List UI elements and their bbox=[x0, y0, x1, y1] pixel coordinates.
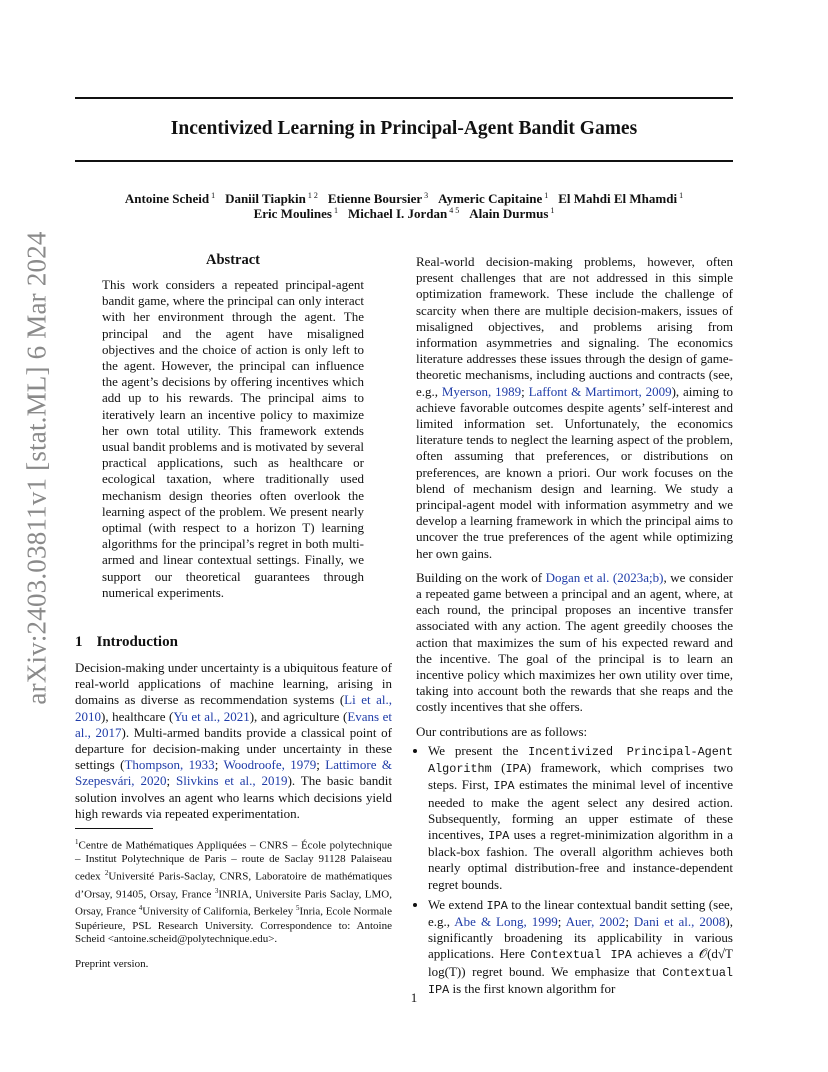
affiliation-marker: 1 bbox=[550, 206, 555, 215]
abstract-heading: Abstract bbox=[206, 252, 260, 268]
abstract-body: This work considers a repeated principal-agent bandit game, where the principal can only interact with her environment through the agent. The principal and the agent have misaligned objectives and the choice of action is only left to the agent. However, the principal can influence the agent’s decisions by offering incentives which add up to his rewards. The principal aims to iteratively learn an incentive policy to maximize her own total utility. This framework extends usual bandit problems and is motivated by several practical applications, such as healthcare or ecological taxation, where traditionally used mechanism design theories often overlook the learning aspect of the problem. We present nearly optimal (with respect to a horizon T) learning algorithms for the principal’s regret in both multi-armed and linear contextual settings. Finally, we support our theoretical guarantees through numerical experiments. bbox=[102, 277, 364, 600]
citation-link[interactable]: Woodroofe, 1979 bbox=[223, 757, 317, 773]
affiliation-marker: 1 bbox=[544, 191, 549, 200]
citation-link[interactable]: Evans et al., 2017 bbox=[75, 708, 393, 740]
title-rule-bottom bbox=[75, 160, 733, 162]
title-rule-top bbox=[75, 97, 733, 99]
introduction-paragraph: Decision-making under uncertainty is a ubiquitous feature of real-world applications of machine learning, arising in domains as diverse as recommendation systems (Li et al., 2010), healthcare (Yu et al., 2021), and agriculture (Evans et al., 2017). Multi-armed bandits provide a classical point of departure for decision-making under uncertainty in these settings (Thompson, 1933; Woodroofe, 1979; Lattimore & Szepesvári, 2020; Slivkins et al., 2019). The basic bandit solution involves an agent who learns which decisions yield high rewards via repeated experimentation. bbox=[75, 660, 393, 821]
author-line-1 bbox=[75, 191, 733, 207]
preprint-note: Preprint version. bbox=[75, 958, 149, 970]
citation-link[interactable]: Lattimore & Szepesvári, 2020 bbox=[75, 757, 392, 789]
citation-link[interactable]: Laffont & Martimort, 2009 bbox=[528, 383, 672, 399]
author-name: Eric Moulines $^1$ bbox=[253, 206, 338, 222]
list-item: • We extend IPA to the linear contextual bandit setting (see, e.g., Abe & Long, 1999; Auer, 2002; Dani et al., 2008), significantly broadening its applicability in various applications. Here Contextual IPA achieves a 𝒪(d√T log(T)) regret bound. We emphasize that Contextual IPA is the first known algorithm for bbox=[428, 897, 733, 998]
section-number: 1 bbox=[75, 634, 83, 650]
paper-title: Incentivized Learning in Principal-Agent Bandit Games bbox=[170, 118, 638, 139]
affiliation-marker: 3 bbox=[424, 191, 429, 200]
affiliation-footnote: $^1$Centre de Mathématiques Appliquées – CNRS – École polytechnique – Institut Polytechnique de Paris – route de Saclay 91128 Palaiseau cedex $^2$Université Paris-Saclay, CNRS, Laboratoire de mathématiques d’Orsay, 91405, Orsay, France $^3$INRIA, Universite Paris Saclay, LMO, Orsay, France $^4$University of California, Berkeley $^5$Inria, Ecole Normale Supérieure, PSL Research University. Correspondence to: Antoine Scheid <antoine.scheid@polytechnique.edu>. bbox=[75, 838, 392, 946]
author-name: Daniil Tiapkin $^{1 2}$ bbox=[225, 191, 318, 207]
page-number: 1 bbox=[410, 990, 418, 1005]
paragraph: Real-world decision-making problems, however, often present challenges that are not addressed in this simple optimization framework. These include the challenge of scarcity when there are multiple decision-makers, issues of misaligned objectives, and problems arising from information asymmetries and signaling. The economics literature addresses these issues through the design of game-theoretic mechanisms, including auctions and contracts (see, e.g., Myerson, 1989; Laffont & Martimort, 2009), aiming to achieve favorable outcomes despite agents’ self-interest and limited information set. Unfortunately, the economics literature tends to neglect the learning aspect of the problem, often assuming that preferences, or distributions on preferences, are known a priori. Our work focuses on the blend of mechanism design and learning. We study a principal-agent model with information asymmetry and we develop a learning framework in which the principal aims to uncover the true preferences of the agent while optimizing her own gains. bbox=[416, 254, 734, 561]
citation-link[interactable]: Myerson, 1989 bbox=[441, 383, 522, 399]
author-line-2 bbox=[75, 206, 733, 222]
citation-link[interactable]: Li et al., 2010 bbox=[75, 692, 392, 724]
affiliation-marker: 1 bbox=[679, 191, 684, 200]
author-name: Antoine Scheid $^1$ bbox=[124, 191, 216, 207]
affiliation-marker: 1 2 bbox=[307, 191, 318, 200]
author-name: Alain Durmus $^1$ bbox=[469, 206, 555, 222]
arxiv-stamp: arXiv:2403.03811v1 [stat.ML] 6 Mar 2024 bbox=[21, 231, 52, 705]
author-name: Michael I. Jordan $^{4 5}$ bbox=[347, 206, 460, 222]
right-column bbox=[416, 254, 733, 1002]
citation-link[interactable]: Abe & Long, 1999 bbox=[454, 913, 558, 929]
list-item: • We present the Incentivized Principal-Agent Algorithm (IPA) framework, which comprises two steps. First, IPA estimates the minimal level of incentive needed to make the agent select any desired action. Subsequently, forming an upper estimate of these incentives, IPA uses a regret-minimization algorithm in a black-box fashion. The overall algorithm achieves both nearly optimal distribution-free and instance-dependent regret bounds. bbox=[428, 743, 733, 893]
contributions-list bbox=[416, 743, 733, 998]
affiliation-marker: 4 5 bbox=[449, 206, 460, 215]
math-expression: 𝒪(d√T log(T)) bbox=[428, 946, 733, 979]
author-name: Aymeric Capitaine $^1$ bbox=[438, 191, 549, 207]
section-title: Introduction bbox=[96, 634, 178, 650]
citation-link[interactable]: Thompson, 1933 bbox=[124, 757, 215, 773]
affiliation-marker: 1 bbox=[211, 191, 216, 200]
author-name: El Mahdi El Mhamdi $^1$ bbox=[558, 191, 684, 207]
citation-link[interactable]: Dani et al., 2008 bbox=[633, 913, 726, 929]
citation-link[interactable]: Slivkins et al., 2019 bbox=[175, 773, 288, 789]
author-name: Etienne Boursier $^3$ bbox=[327, 191, 429, 207]
citation-link[interactable]: Auer, 2002 bbox=[565, 913, 626, 929]
citation-link[interactable]: Dogan et al. (2023a;b) bbox=[545, 569, 664, 585]
paragraph: Building on the work of Dogan et al. (2023a;b), we consider a repeated game between a principal and an agent, where, at each round, the principal proposes an incentive transfer associated with any action. The agent greedily chooses the action that maximizes the sum of his expected reward and the incentive. The goal of the principal is to learn an incentive policy which maximizes her own utility over time, taking into account both the rewards that she reaps and the costly incentives that she offers. bbox=[416, 569, 734, 715]
affiliation-marker: 1 bbox=[333, 206, 338, 215]
section-heading-introduction bbox=[75, 634, 178, 651]
footnote-rule bbox=[75, 828, 153, 829]
citation-link[interactable]: Yu et al., 2021 bbox=[173, 708, 250, 724]
paragraph: Our contributions are as follows: bbox=[416, 723, 588, 739]
